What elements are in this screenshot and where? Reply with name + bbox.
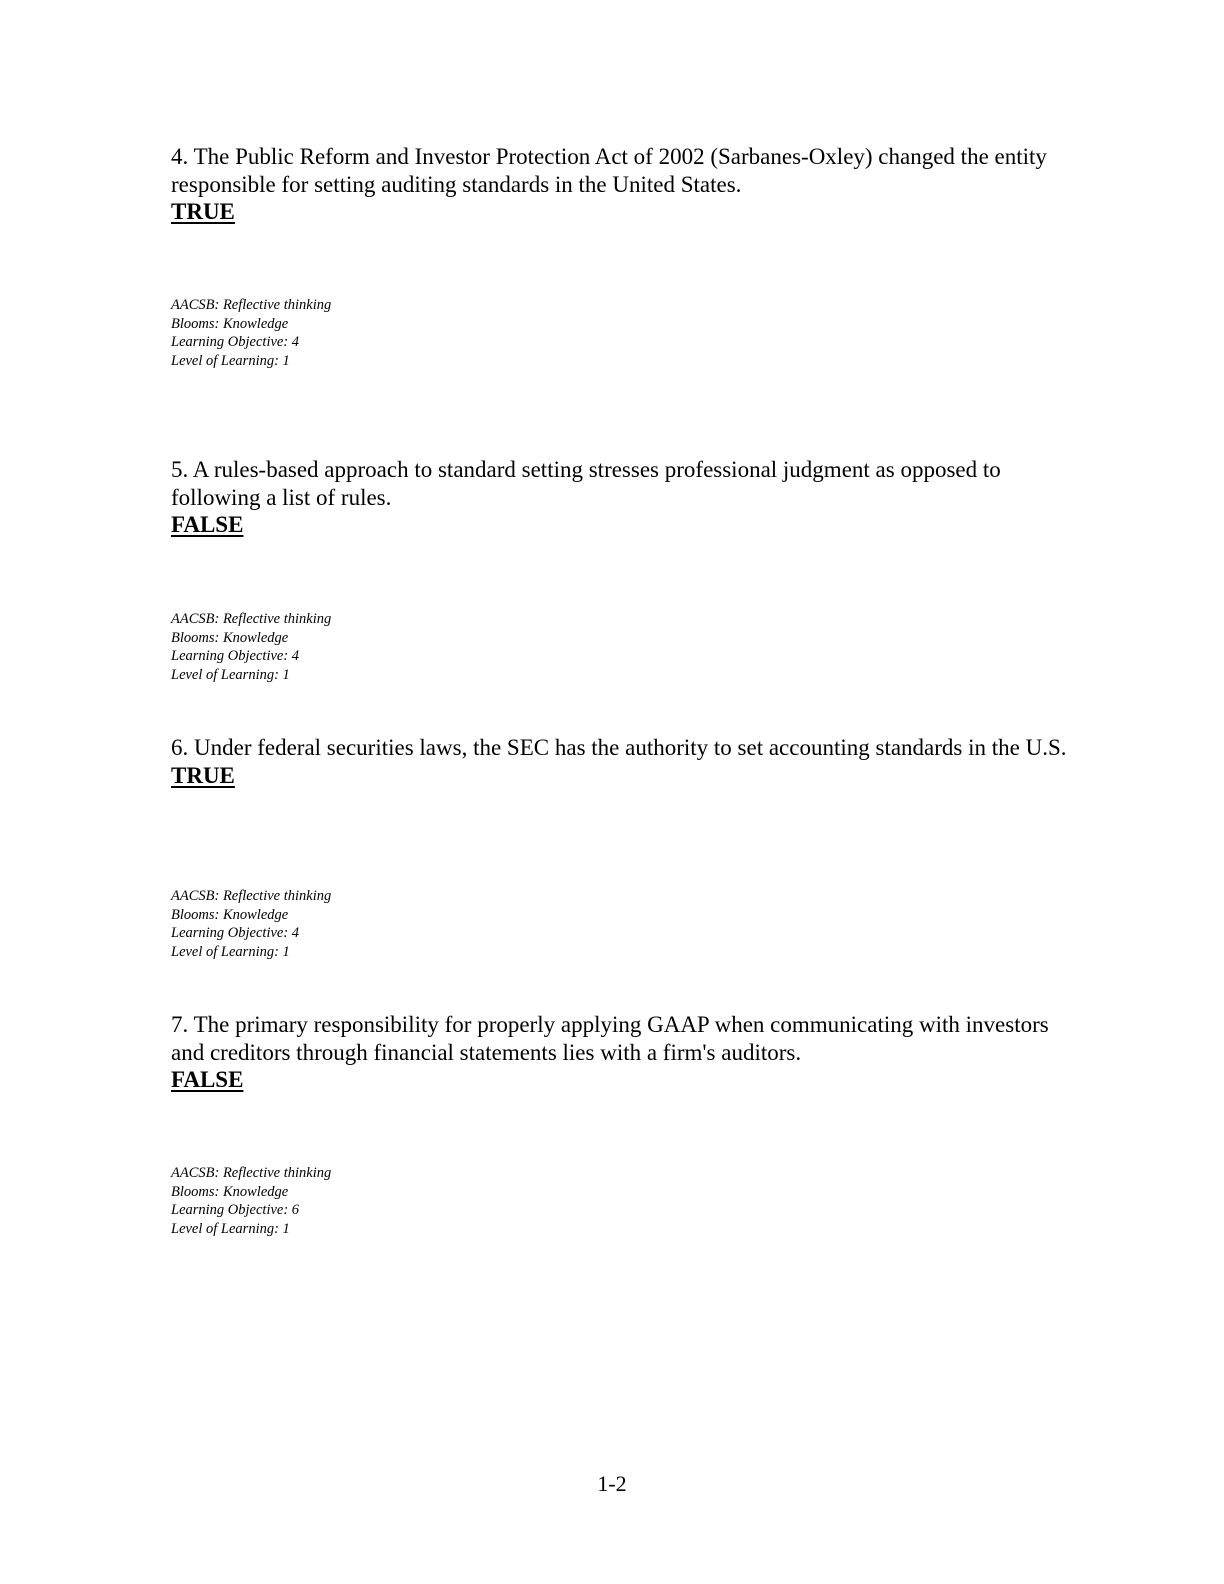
question-5-metadata	[171, 610, 331, 684]
learning-objective-tag: Learning Objective: 4	[171, 334, 300, 351]
question-5	[171, 456, 1071, 538]
question-4	[171, 143, 1071, 225]
answer-label: FALSE	[171, 1067, 244, 1092]
question-text: 5. A rules-based approach to standard setting stresses professional judgment as opposed to following a list of rules.	[171, 457, 1001, 510]
blooms-tag: Blooms: Knowledge	[171, 1183, 289, 1200]
question-text: 6. Under federal securities laws, the SEC has the authority to set accounting standards in the U.S.	[171, 735, 1067, 760]
level-of-learning-tag: Level of Learning: 1	[171, 666, 290, 683]
level-of-learning-tag: Level of Learning: 1	[171, 1220, 290, 1237]
question-6-metadata	[171, 887, 331, 961]
level-of-learning-tag: Level of Learning: 1	[171, 943, 290, 960]
question-text: 7. The primary responsibility for properly applying GAAP when communicating with investors and creditors through financial statements lies with a firm's auditors.	[171, 1012, 1049, 1065]
question-7	[171, 1011, 1071, 1093]
aacsb-tag: AACSB: Reflective thinking	[171, 1165, 332, 1181]
aacsb-tag: AACSB: Reflective thinking	[171, 888, 332, 904]
question-4-metadata	[171, 296, 331, 370]
question-7-metadata	[171, 1164, 331, 1238]
learning-objective-tag: Learning Objective: 4	[171, 925, 300, 942]
question-text: 4. The Public Reform and Investor Protection Act of 2002 (Sarbanes-Oxley) changed the entity responsible for setting auditing standards in the United States.	[171, 144, 1047, 197]
blooms-tag: Blooms: Knowledge	[171, 315, 289, 332]
aacsb-tag: AACSB: Reflective thinking	[171, 611, 332, 627]
level-of-learning-tag: Level of Learning: 1	[171, 352, 290, 369]
blooms-tag: Blooms: Knowledge	[171, 906, 289, 923]
aacsb-tag: AACSB: Reflective thinking	[171, 297, 332, 313]
blooms-tag: Blooms: Knowledge	[171, 629, 289, 646]
page-number: 1-2	[597, 1471, 627, 1496]
question-6	[171, 734, 1071, 789]
answer-label: TRUE	[171, 199, 235, 224]
learning-objective-tag: Learning Objective: 6	[171, 1202, 300, 1219]
answer-label: TRUE	[171, 762, 235, 788]
learning-objective-tag: Learning Objective: 4	[171, 648, 300, 665]
answer-label: FALSE	[171, 512, 244, 537]
